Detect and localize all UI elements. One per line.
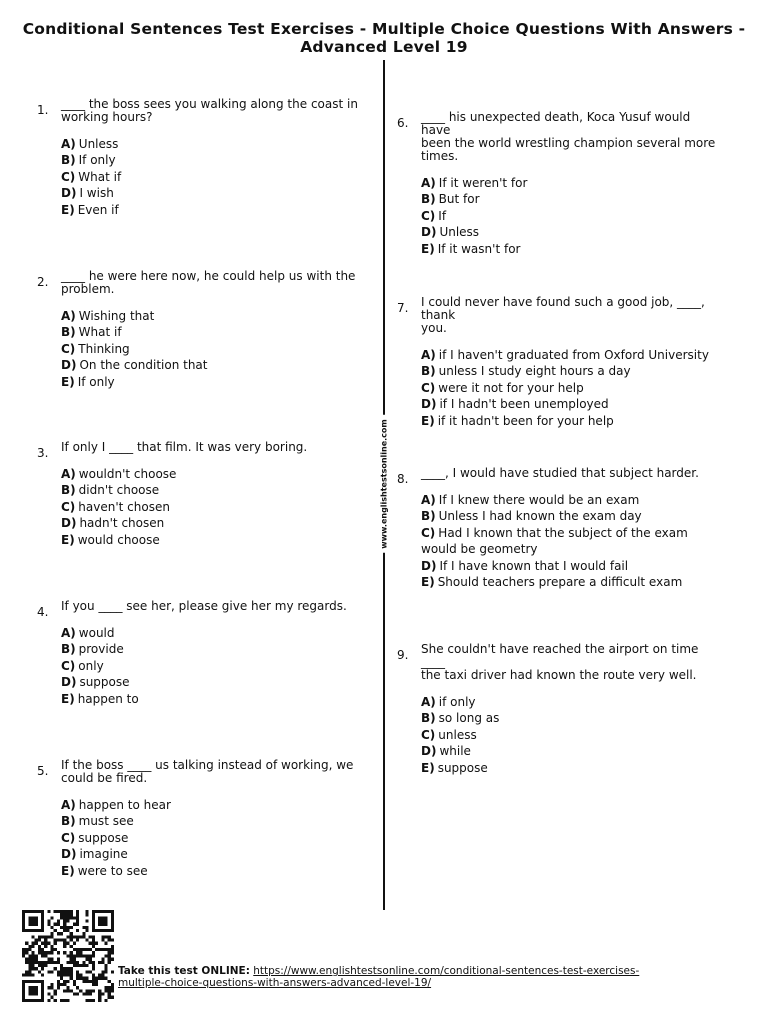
answer-option[interactable] xyxy=(61,152,361,168)
answer-option[interactable] xyxy=(421,525,721,558)
option-text: Had I known that the subject of the exam would be geometry xyxy=(421,525,688,557)
answer-option[interactable] xyxy=(421,508,721,524)
option-text: if it hadn't been for your help xyxy=(437,413,614,428)
option-letter: D) xyxy=(61,186,77,201)
answer-option[interactable] xyxy=(421,694,721,710)
option-text: If xyxy=(438,208,447,223)
question-number: 6. xyxy=(397,116,409,130)
question-stem: ____ his unexpected death, Koca Yusuf would have been the world wrestling champion several more times. xyxy=(421,110,716,163)
question-stem: ____ he were here now, he could help us with the problem. xyxy=(61,269,356,296)
option-letter: B) xyxy=(61,642,76,657)
option-letter: E) xyxy=(61,374,75,389)
answer-option[interactable] xyxy=(61,515,361,531)
option-letter: D) xyxy=(61,675,77,690)
option-text: Thinking xyxy=(78,341,130,356)
answer-option[interactable] xyxy=(421,710,721,726)
option-letter: D) xyxy=(61,358,77,373)
option-letter: C) xyxy=(421,380,436,395)
question-8 xyxy=(397,466,721,590)
option-letter: A) xyxy=(61,137,76,151)
option-text: Unless I had known the exam day xyxy=(438,509,642,524)
answer-option[interactable] xyxy=(61,324,361,340)
option-letter: B) xyxy=(421,711,436,726)
option-text: If I have known that I would fail xyxy=(439,558,629,573)
question-number: 5. xyxy=(37,764,49,778)
option-text: happen to hear xyxy=(78,798,171,812)
question-7 xyxy=(397,295,721,429)
option-text: so long as xyxy=(438,711,500,726)
option-text: unless xyxy=(438,727,477,742)
option-letter: D) xyxy=(421,744,437,759)
answer-option[interactable] xyxy=(61,658,361,674)
option-text: haven't chosen xyxy=(78,499,170,514)
answer-option[interactable] xyxy=(421,727,721,743)
option-text: while xyxy=(439,744,471,759)
option-text: Unless xyxy=(78,137,119,151)
answer-option[interactable] xyxy=(61,863,361,879)
option-text: hadn't chosen xyxy=(79,516,165,531)
option-text: only xyxy=(78,658,104,673)
option-letter: B) xyxy=(61,814,76,829)
answer-option[interactable] xyxy=(421,380,721,396)
answer-option[interactable] xyxy=(61,185,361,201)
option-text: didn't choose xyxy=(78,483,160,498)
option-letter: A) xyxy=(421,695,436,709)
question-number: 4. xyxy=(37,605,49,619)
answer-option[interactable] xyxy=(421,743,721,759)
answer-option[interactable] xyxy=(421,241,721,257)
question-number: 9. xyxy=(397,648,409,662)
option-text: if I hadn't been unemployed xyxy=(439,397,609,412)
question-stem: She couldn't have reached the airport on time ____ the taxi driver had known the route very well. xyxy=(421,642,699,682)
question-number: 8. xyxy=(397,472,409,486)
option-letter: B) xyxy=(421,364,436,379)
answer-option[interactable] xyxy=(421,396,721,412)
question-5 xyxy=(37,758,361,879)
question-number: 2. xyxy=(37,275,49,289)
option-text: Even if xyxy=(77,202,119,217)
answer-option[interactable] xyxy=(61,813,361,829)
option-letter: B) xyxy=(421,192,436,207)
answer-option[interactable] xyxy=(61,136,361,152)
question-number: 1. xyxy=(37,103,49,117)
option-letter: A) xyxy=(421,176,436,190)
option-letter: E) xyxy=(421,413,435,428)
option-letter: D) xyxy=(61,516,77,531)
option-text: if only xyxy=(438,695,476,709)
question-stem: I could never have found such a good job, ____, thank you. xyxy=(421,295,705,335)
qr-code-icon[interactable] xyxy=(22,910,114,1002)
option-letter: C) xyxy=(421,208,436,223)
option-text: I wish xyxy=(79,186,114,201)
answer-option[interactable] xyxy=(61,482,361,498)
option-letter: E) xyxy=(61,202,75,217)
option-text: If only xyxy=(78,153,116,168)
option-text: would xyxy=(78,626,115,640)
answer-option[interactable] xyxy=(61,341,361,357)
option-letter: C) xyxy=(61,658,76,673)
answer-option[interactable] xyxy=(61,202,361,218)
option-text: must see xyxy=(78,814,134,829)
option-text: were to see xyxy=(77,863,148,878)
title-line-2: Advanced Level 19 xyxy=(300,38,468,56)
answer-option[interactable] xyxy=(421,347,721,363)
answer-option[interactable] xyxy=(61,846,361,862)
answer-option[interactable] xyxy=(61,830,361,846)
option-letter: C) xyxy=(61,169,76,184)
answer-option[interactable] xyxy=(421,558,721,574)
question-number: 3. xyxy=(37,446,49,460)
option-text: On the condition that xyxy=(79,358,208,373)
answer-option[interactable] xyxy=(61,499,361,515)
option-letter: D) xyxy=(421,225,437,240)
option-letter: E) xyxy=(61,863,75,878)
option-text: Wishing that xyxy=(78,309,155,323)
option-text: would choose xyxy=(77,532,160,547)
answer-option[interactable] xyxy=(61,641,361,657)
answer-option[interactable] xyxy=(61,357,361,373)
option-letter: C) xyxy=(61,830,76,845)
option-text: happen to xyxy=(77,691,139,706)
question-stem: If only I ____ that film. It was very boring. xyxy=(61,440,308,454)
question-stem: If you ____ see her, please give her my regards. xyxy=(61,599,347,613)
option-text: suppose xyxy=(79,675,130,690)
option-letter: C) xyxy=(421,727,436,742)
answer-option[interactable] xyxy=(61,625,361,641)
page-title xyxy=(0,20,768,56)
option-text: If it wasn't for xyxy=(437,241,521,256)
answer-option[interactable] xyxy=(61,169,361,185)
option-text: imagine xyxy=(79,847,128,862)
option-letter: E) xyxy=(61,691,75,706)
option-letter: C) xyxy=(421,525,436,540)
option-letter: A) xyxy=(421,493,436,507)
option-letter: A) xyxy=(421,348,436,362)
answer-option[interactable] xyxy=(421,492,721,508)
question-1 xyxy=(37,97,361,218)
answer-option[interactable] xyxy=(61,674,361,690)
option-letter: A) xyxy=(61,309,76,323)
question-9 xyxy=(397,642,721,776)
option-letter: D) xyxy=(421,558,437,573)
option-letter: D) xyxy=(61,847,77,862)
option-letter: C) xyxy=(61,499,76,514)
option-letter: A) xyxy=(61,467,76,481)
footer-label: Take this test ONLINE: xyxy=(118,965,250,977)
option-text: If I knew there would be an exam xyxy=(438,493,640,507)
option-text: What if xyxy=(78,169,122,184)
option-text: suppose xyxy=(437,760,488,775)
option-text: wouldn't choose xyxy=(78,467,177,481)
answer-option[interactable] xyxy=(61,532,361,548)
question-6 xyxy=(397,110,721,257)
option-letter: A) xyxy=(61,626,76,640)
answer-option[interactable] xyxy=(421,224,721,240)
answer-option[interactable] xyxy=(421,191,721,207)
answer-option[interactable] xyxy=(61,797,361,813)
option-text: if I haven't graduated from Oxford University xyxy=(438,348,709,362)
option-letter: E) xyxy=(61,532,75,547)
answer-option[interactable] xyxy=(421,574,721,590)
answer-option[interactable] xyxy=(421,760,721,776)
option-text: If only xyxy=(77,374,115,389)
option-letter: C) xyxy=(61,341,76,356)
option-letter: E) xyxy=(421,760,435,775)
option-text: unless I study eight hours a day xyxy=(438,364,631,379)
answer-option[interactable] xyxy=(421,208,721,224)
answer-option[interactable] xyxy=(421,413,721,429)
option-text: Unless xyxy=(439,225,480,240)
option-text: were it not for your help xyxy=(438,380,584,395)
question-stem: If the boss ____ us talking instead of working, we could be fired. xyxy=(61,758,354,785)
footer-test-link[interactable]: https://www.englishtestsonline.com/conditional-sentences-test-exercises-multiple-choice-questions-with-answers-advanced-level-19/ xyxy=(118,965,640,989)
option-letter: B) xyxy=(421,509,436,524)
option-letter: B) xyxy=(61,483,76,498)
question-number: 7. xyxy=(397,301,409,315)
option-text: If it weren't for xyxy=(438,176,528,190)
answer-option[interactable] xyxy=(421,363,721,379)
option-text: suppose xyxy=(78,830,129,845)
option-text: What if xyxy=(78,325,122,340)
option-text: But for xyxy=(438,192,480,207)
option-letter: A) xyxy=(61,798,76,812)
answer-option[interactable] xyxy=(61,374,361,390)
option-letter: E) xyxy=(421,241,435,256)
option-letter: D) xyxy=(421,397,437,412)
option-text: Should teachers prepare a difficult exam xyxy=(437,575,683,590)
option-text: provide xyxy=(78,642,124,657)
option-letter: E) xyxy=(421,575,435,590)
question-stem: ____ the boss sees you walking along the coast in working hours? xyxy=(61,97,358,124)
option-letter: B) xyxy=(61,153,76,168)
title-line-1: Conditional Sentences Test Exercises - Multiple Choice Questions With Answers - xyxy=(22,20,746,38)
question-stem: ____, I would have studied that subject harder. xyxy=(421,466,699,480)
option-letter: B) xyxy=(61,325,76,340)
answer-option[interactable] xyxy=(421,175,721,191)
watermark-text: www.englishtestsonline.com xyxy=(379,415,390,553)
answer-option[interactable] xyxy=(61,466,361,482)
answer-option[interactable] xyxy=(61,691,361,707)
answer-option[interactable] xyxy=(61,308,361,324)
question-4 xyxy=(37,599,361,707)
question-2 xyxy=(37,269,361,390)
footer xyxy=(118,965,678,989)
question-3 xyxy=(37,440,361,548)
